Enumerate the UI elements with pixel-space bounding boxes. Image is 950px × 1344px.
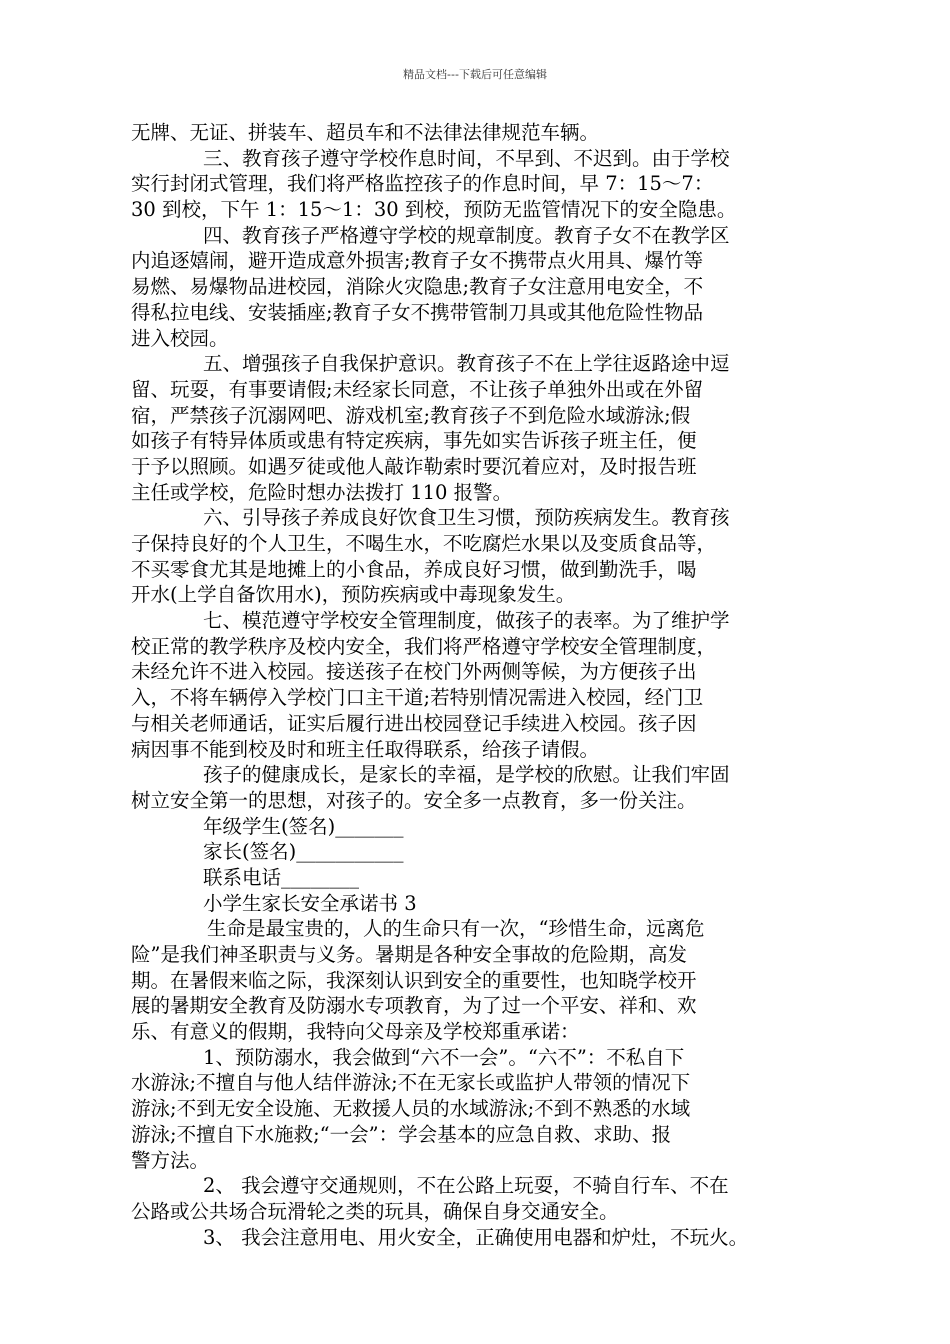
text-line: 树立安全第一的思想，对孩子的。安全多一点教育，多一份关注。 [131,788,697,812]
text-line: 宿，严禁孩子沉溺网吧、游戏机室;教育孩子不到危险水域游泳;假 [131,403,691,427]
text-line: 警方法。 [131,1148,210,1172]
text-line: 内追逐嬉闹，避开造成意外损害;教育子女不携带点火用具、爆竹等 [131,249,704,273]
text-line: 于予以照顾。如遇歹徒或他人敲诈勒索时要沉着应对，及时报告班 [131,454,697,478]
text-line: 入，不将车辆停入学校门口主干道;若特别情况需进入校园，经门卫 [131,686,704,710]
parent-signature-line: 家长(签名)___________ [203,840,404,864]
text-line: 进入校园。 [131,326,229,350]
document-body [131,120,831,1250]
paragraph-5-start: 五、增强孩子自我保护意识。教育孩子不在上学往返路途中逗 [203,352,730,376]
phone-line: 联系电话________ [203,865,360,889]
closing-paragraph-start: 孩子的健康成长，是家长的幸福，是学校的欣慰。让我们牢固 [203,763,730,787]
text-line: 险”是我们神圣职责与义务。暑期是各种安全事故的危险期，高发 [131,943,687,966]
text-line: 易燃、易爆物品进校园，消除火灾隐患;教育子女注意用电安全，不 [131,275,704,299]
page-header: 精品文档---下载后可任意编辑 [403,68,547,81]
section-title: 小学生家长安全承诺书 3 [203,891,417,915]
text-line: 30 到校，下午 1：15～1：30 到校，预防无监管情况下的安全隐患。 [131,198,737,222]
pledge-intro-start: 生命是最宝贵的，人的生命只有一次，“珍惜生命，远离危 [207,917,705,941]
text-line: 公路或公共场合玩滑轮之类的玩具，确保自身交通安全。 [131,1199,619,1223]
text-line: 游泳;不到无安全设施、无救援人员的水域游泳;不到不熟悉的水域 [131,1097,691,1121]
text-line: 期。在暑假来临之际，我深刻认识到安全的重要性，也知晓学校开 [131,968,697,992]
text-line: 如孩子有特异体质或患有特定疾病，事先如实告诉孩子班主任，便 [131,429,697,453]
paragraph-7-start: 七、模范遵守学校安全管理制度，做孩子的表率。为了维护学 [203,609,730,633]
text-line: 无牌、无证、拼装车、超员车和不法律法律规范车辆。 [131,121,600,144]
text-line: 未经允许不进入校园。接送孩子在校门外两侧等候，为方便孩子出 [131,660,697,684]
paragraph-3-start: 三、教育孩子遵守学校作息时间，不早到、不迟到。由于学校 [203,146,730,170]
text-line: 乐、有意义的假期，我特向父母亲及学校郑重承诺： [131,1020,580,1044]
text-line: 不买零食尤其是地摊上的小食品，养成良好习惯，做到勤洗手，喝 [131,557,697,581]
text-line: 游泳;不擅自下水施救;“一会”：学会基本的应急自救、求助、报 [131,1122,672,1146]
paragraph-4-start: 四、教育孩子严格遵守学校的规章制度。教育子女不在教学区 [203,223,730,247]
student-signature-line: 年级学生(签名)_______ [203,814,404,838]
pledge-item-3-start: 3、 我会注意用电、用火安全，正确使用电器和炉灶，不玩火。 [203,1225,749,1249]
text-line: 校正常的教学秩序及校内安全，我们将严格遵守学校安全管理制度， [131,634,717,658]
text-line: 子保持良好的个人卫生，不喝生水，不吃腐烂水果以及变质食品等， [131,532,717,555]
pledge-item-2-start: 2、 我会遵守交通规则，不在公路上玩耍，不骑自行车、不在 [203,1174,729,1198]
pledge-item-1-start: 1、预防溺水，我会做到“六不一会”。“六不”：不私自下 [203,1045,685,1069]
text-line: 实行封闭式管理，我们将严格监控孩子的作息时间，早 7：15～7： [131,172,714,196]
paragraph-6-start: 六、引导孩子养成良好饮食卫生习惯，预防疾病发生。教育孩 [203,506,730,530]
text-line: 展的暑期安全教育及防溺水专项教育，为了过一个平安、祥和、欢 [131,994,697,1018]
text-line: 得私拉电线、安装插座;教育子女不携带管制刀具或其他危险性物品 [131,300,704,324]
text-line: 留、玩耍，有事要请假;未经家长同意，不让孩子单独外出或在外留 [131,377,704,401]
text-line: 病因事不能到校及时和班主任取得联系，给孩子请假。 [131,737,600,761]
text-line: 与相关老师通话，证实后履行进出校园登记手续进入校园。孩子因 [131,711,697,735]
text-line: 主任或学校，危险时想办法拨打 110 报警。 [131,480,513,504]
text-line: 水游泳;不擅自与他人结伴游泳;不在无家长或监护人带领的情况下 [131,1071,691,1095]
text-line: 开水(上学自备饮用水)，预防疾病或中毒现象发生。 [131,583,576,607]
